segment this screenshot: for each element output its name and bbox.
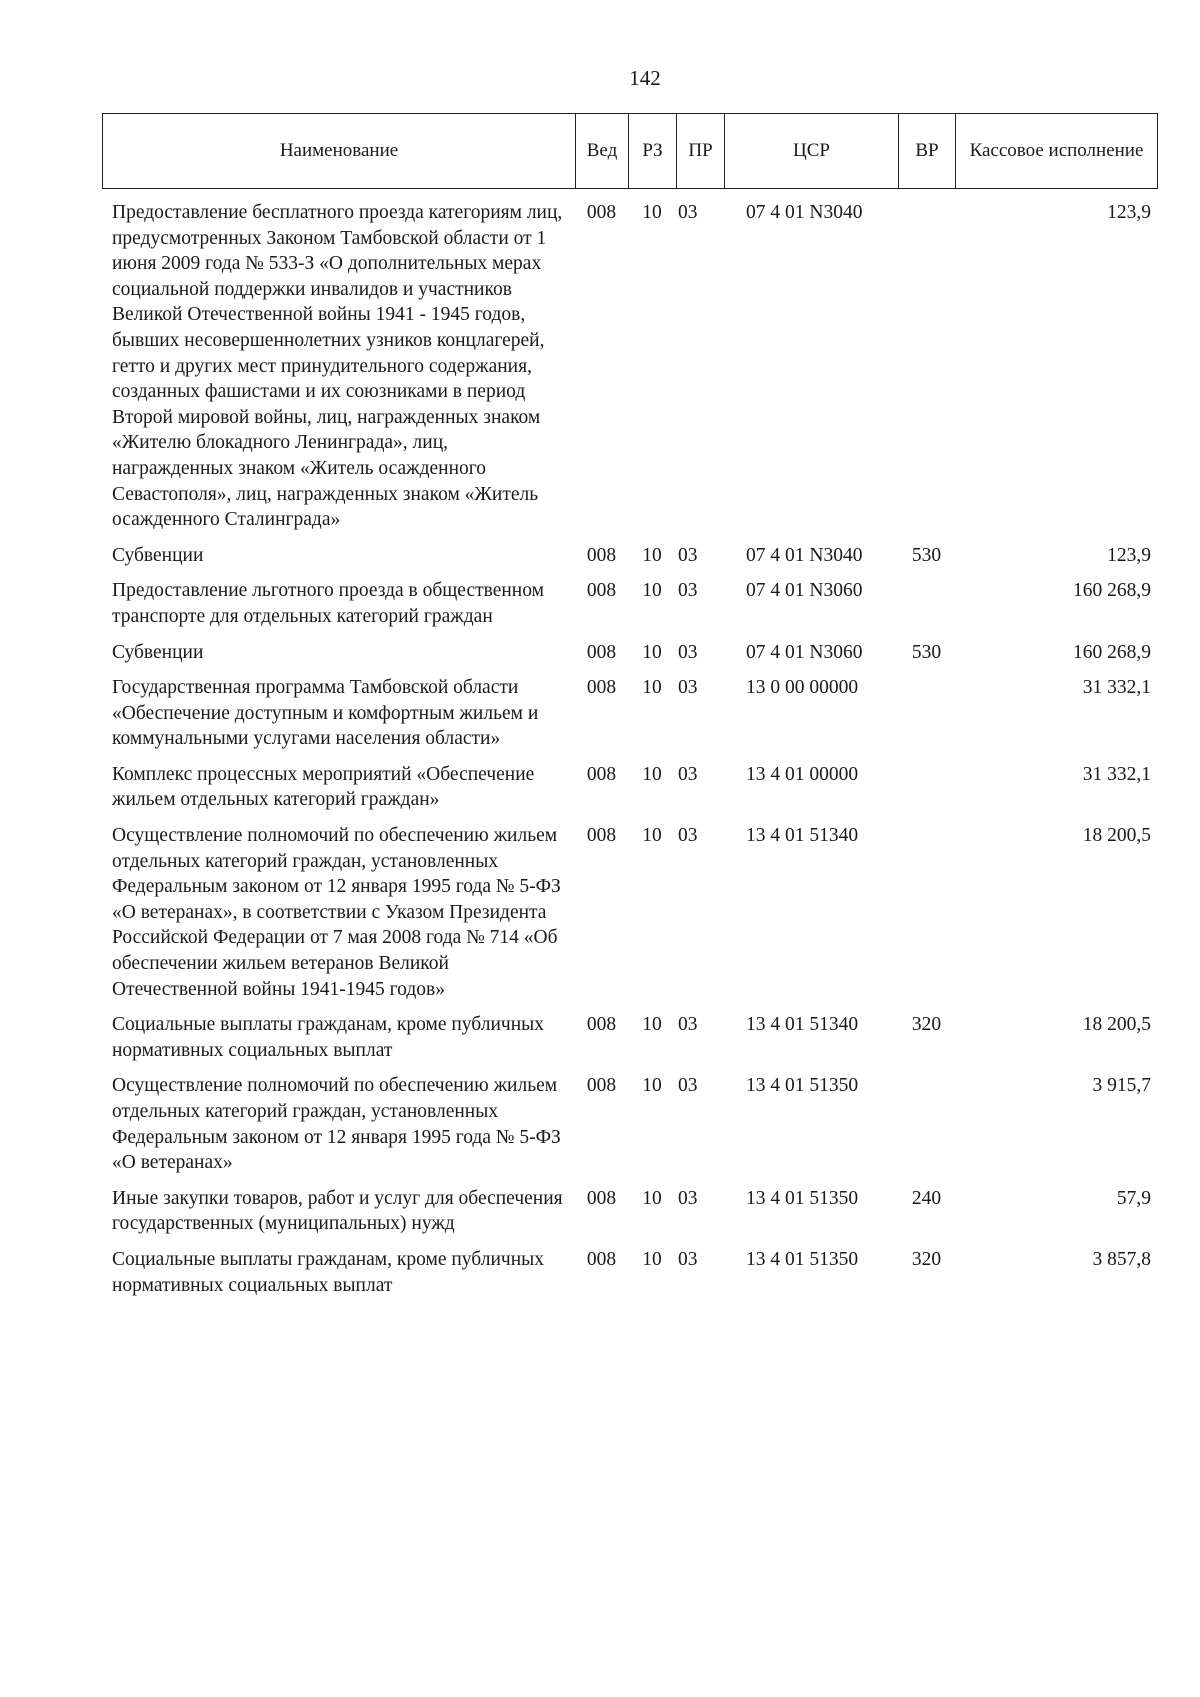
row-ved: 008	[586, 202, 617, 223]
row-pr: 03	[678, 580, 698, 602]
row-csr: 13 0 00 00000	[746, 677, 859, 699]
row-pr: 03	[678, 1075, 698, 1097]
header-pr: ПР	[677, 114, 725, 189]
row-name: Осуществление полномочий по обеспечению жильем отдельных категорий граждан, установленных Федеральным законом от 12 января 1995 года № 5-ФЗ «О ветеранах», в соответствии с Указом Президента Российской Федерации от 7 мая 2008 года № 714 «Об обеспечении жильем ветеранов Великой Отечественной войны 1941-1945 годов»	[112, 825, 561, 1000]
row-pr: 03	[678, 641, 698, 663]
row-rz: 10	[642, 544, 662, 566]
row-vr: 320	[911, 1014, 942, 1036]
row-sum: 160 268,9	[1073, 641, 1151, 663]
row-sum: 123,9	[1107, 544, 1151, 566]
row-ved: 008	[586, 825, 617, 847]
row-vr	[898, 1073, 955, 1185]
row-rz: 10	[642, 1014, 662, 1036]
table-row	[102, 640, 1157, 676]
table-row	[102, 762, 1157, 823]
row-sum: 3 857,8	[1092, 1248, 1151, 1270]
row-vr	[898, 578, 955, 639]
row-name: Предоставление бесплатного проезда категориям лиц, предусмотренных Законом Тамбовской области от 1 июня 2009 года № 533-З «О дополнительных мерах социальной поддержки инвалидов и участников Великой Отечественной войны 1941 - 1945 годов, бывших несовершеннолетних узников концлагерей, гетто и других мест принудительного содержания, созданных фашистами и их союзниками в период Второй мировой войны, лиц, награжденных знаком «Жителю блокадного Ленинграда», лиц, награжденных знаком «Житель осажденного Севастополя», лиц, награжденных знаком «Житель осажденного Сталинграда»	[112, 202, 563, 531]
row-rz: 10	[642, 580, 662, 602]
header-ved: Вед	[576, 114, 629, 189]
row-sum: 3 915,7	[1092, 1075, 1151, 1097]
table-header	[102, 113, 1158, 189]
row-pr: 03	[678, 763, 698, 785]
row-name: Субвенции	[112, 641, 204, 663]
row-rz: 10	[642, 763, 662, 785]
table-row	[102, 1073, 1157, 1185]
row-csr: 13 4 01 51350	[746, 1187, 859, 1209]
row-vr: 530	[911, 641, 942, 663]
row-name: Комплекс процессных мероприятий «Обеспечение жильем отдельных категорий граждан»	[112, 763, 535, 811]
table-row	[102, 578, 1157, 639]
header-name: Наименование	[103, 114, 576, 189]
row-sum: 57,9	[1116, 1187, 1151, 1209]
table-row	[102, 1247, 1157, 1308]
row-csr: 13 4 01 51340	[746, 825, 859, 847]
header-sum: Кассовое исполнение	[956, 114, 1158, 189]
header-rz: РЗ	[629, 114, 677, 189]
row-sum: 31 332,1	[1082, 677, 1151, 699]
header-csr: ЦСР	[725, 114, 899, 189]
row-sum: 160 268,9	[1073, 580, 1151, 602]
row-csr: 07 4 01 N3040	[746, 202, 863, 223]
row-ved: 008	[586, 763, 617, 785]
row-vr	[898, 823, 955, 1012]
row-sum: 18 200,5	[1082, 825, 1151, 847]
row-pr: 03	[678, 202, 698, 223]
budget-table	[102, 200, 1157, 1308]
row-name: Социальные выплаты гражданам, кроме публичных нормативных социальных выплат	[112, 1014, 544, 1061]
row-csr: 07 4 01 N3040	[746, 544, 863, 566]
row-ved: 008	[586, 1075, 617, 1097]
row-vr: 240	[911, 1187, 942, 1209]
row-name: Государственная программа Тамбовской области «Обеспечение доступным и комфортным жильем и коммунальными услугами населения области»	[112, 677, 539, 750]
row-sum: 18 200,5	[1082, 1014, 1151, 1036]
row-rz: 10	[642, 1187, 662, 1209]
table-row	[102, 823, 1157, 1012]
row-pr: 03	[678, 544, 698, 566]
row-vr	[898, 675, 955, 762]
row-name: Социальные выплаты гражданам, кроме публичных нормативных социальных выплат	[112, 1248, 544, 1296]
row-name: Субвенции	[112, 544, 204, 566]
row-pr: 03	[678, 1248, 698, 1270]
row-pr: 03	[678, 677, 698, 699]
table-row	[102, 1012, 1157, 1073]
row-name: Иные закупки товаров, работ и услуг для обеспечения государственных (муниципальных) нужд	[112, 1187, 563, 1235]
row-name: Осуществление полномочий по обеспечению жильем отдельных категорий граждан, установленных Федеральным законом от 12 января 1995 года № 5-ФЗ «О ветеранах»	[112, 1075, 561, 1174]
row-csr: 07 4 01 N3060	[746, 641, 863, 663]
table-row	[102, 675, 1157, 762]
row-csr: 13 4 01 51350	[746, 1248, 859, 1270]
row-csr: 07 4 01 N3060	[746, 580, 863, 602]
row-ved: 008	[586, 580, 617, 602]
row-name: Предоставление льготного проезда в общественном транспорте для отдельных категорий граждан	[112, 580, 544, 627]
row-pr: 03	[678, 1014, 698, 1036]
table-row	[102, 543, 1157, 579]
row-vr	[898, 200, 955, 543]
row-ved: 008	[586, 1014, 617, 1036]
row-pr: 03	[678, 1187, 698, 1209]
row-rz: 10	[642, 1248, 662, 1270]
row-sum: 123,9	[1107, 202, 1151, 223]
row-csr: 13 4 01 51340	[746, 1014, 859, 1036]
row-rz: 10	[642, 677, 662, 699]
row-ved: 008	[586, 1187, 617, 1209]
row-ved: 008	[586, 677, 617, 699]
row-pr: 03	[678, 825, 698, 847]
row-ved: 008	[586, 544, 617, 566]
table-row	[102, 1186, 1157, 1247]
row-rz: 10	[642, 202, 662, 223]
page-number: 142	[629, 66, 661, 90]
row-rz: 10	[642, 641, 662, 663]
row-vr: 320	[911, 1248, 942, 1270]
row-ved: 008	[586, 641, 617, 663]
row-vr: 530	[911, 544, 942, 566]
row-ved: 008	[586, 1248, 617, 1270]
row-csr: 13 4 01 00000	[746, 763, 859, 785]
header-vr: ВР	[899, 114, 956, 189]
row-rz: 10	[642, 825, 662, 847]
row-sum: 31 332,1	[1082, 763, 1151, 785]
table-row	[102, 200, 1157, 543]
row-vr	[898, 762, 955, 823]
row-rz: 10	[642, 1075, 662, 1097]
row-csr: 13 4 01 51350	[746, 1075, 859, 1097]
